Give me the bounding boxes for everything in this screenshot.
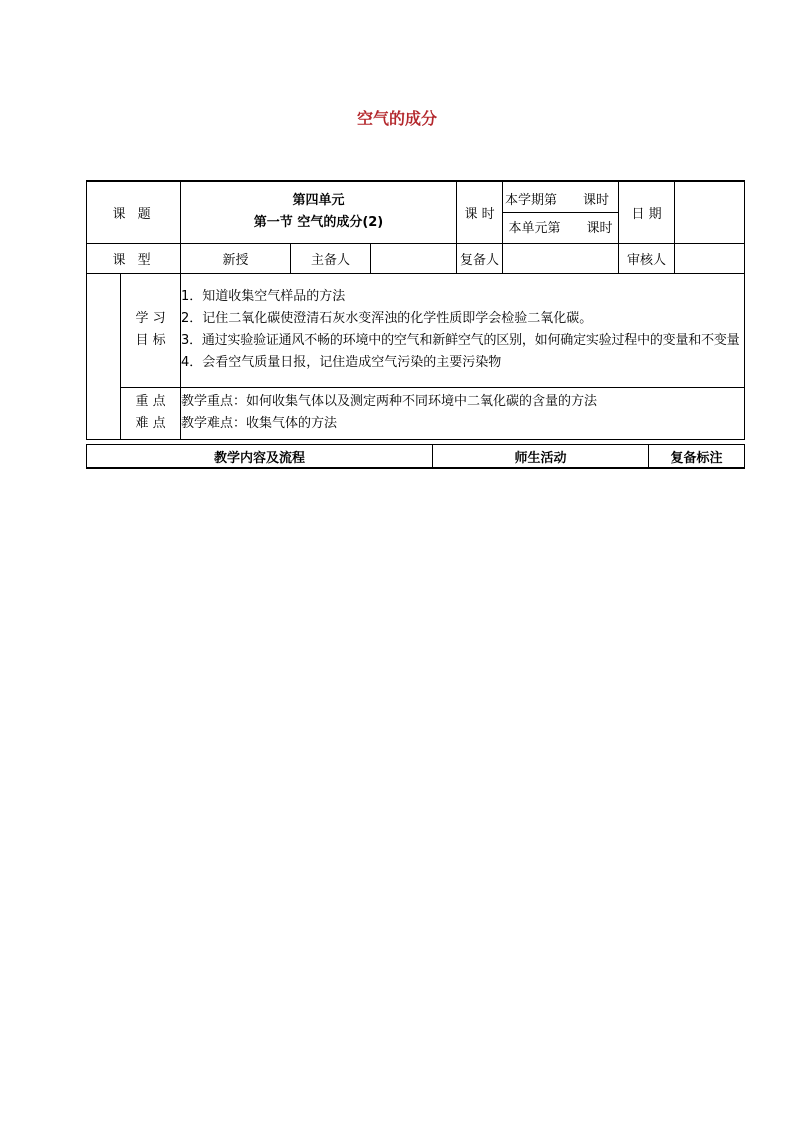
content-header-table	[86, 444, 745, 469]
goal-item: 2．记住二氧化碳使澄清石灰水变浑浊的化学性质即学会检验二氧化碳。	[181, 311, 593, 326]
activities-header: 师生活动	[433, 445, 649, 469]
preparer-value	[371, 243, 457, 273]
lesson-plan-table	[86, 180, 745, 440]
topic-value	[181, 181, 457, 243]
approver-value	[675, 243, 745, 273]
date-label: 日 期	[619, 181, 675, 243]
section-title: 第一节 空气的成分(2)	[253, 215, 384, 231]
goals-label: 学 习 目 标	[121, 273, 181, 387]
type-value: 新授	[181, 243, 291, 273]
content-flow-header: 教学内容及流程	[87, 445, 433, 469]
topic-label: 课 题	[87, 181, 181, 243]
side-blank	[87, 273, 121, 439]
unit-hours: 本单元第 课时	[508, 220, 613, 236]
type-label: 课 型	[87, 243, 181, 273]
preparer-label: 主备人	[291, 243, 371, 273]
goal-item: 4．会看空气质量日报，记住造成空气污染的主要污染物	[181, 355, 502, 370]
key-points-content	[181, 387, 745, 439]
difficult-point: 教学难点：收集气体的方法	[181, 416, 338, 431]
key-point: 教学重点：如何收集气体以及测定两种不同环境中二氧化碳的含量的方法	[181, 394, 598, 409]
page-title: 空气的成分	[356, 109, 437, 128]
date-value	[675, 181, 745, 243]
hours-label: 课 时	[457, 181, 503, 243]
goal-item: 1．知道收集空气样品的方法	[181, 289, 346, 304]
reviewer-prep-value	[503, 243, 619, 273]
hours-value	[503, 181, 619, 243]
unit-title: 第四单元	[292, 193, 345, 209]
approver-label: 审核人	[619, 243, 675, 273]
reviewer-prep-label: 复备人	[457, 243, 503, 273]
semester-hours: 本学期第 课时	[503, 185, 618, 213]
goal-item: 3．通过实验验证通风不畅的环境中的空气和新鲜空气的区别，如何确定实验过程中的变量和不变量	[181, 333, 740, 348]
prep-notes-header: 复备标注	[649, 445, 745, 469]
key-points-label: 重 点 难 点	[121, 387, 181, 439]
goals-content	[181, 273, 745, 387]
